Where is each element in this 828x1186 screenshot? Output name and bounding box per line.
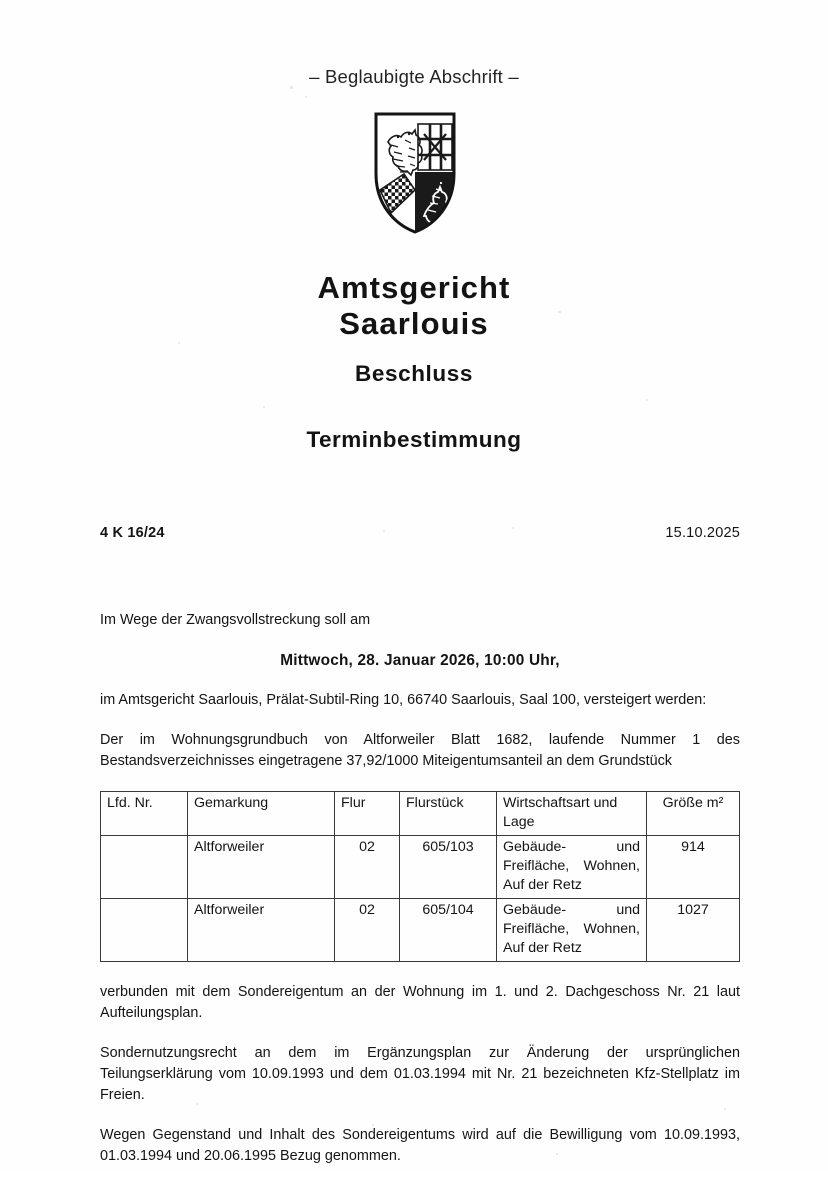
parcels-table bbox=[100, 791, 740, 962]
cell-gemarkung: Altforweiler bbox=[188, 836, 335, 899]
certified-copy-notice: – Beglaubigte Abschrift – bbox=[309, 66, 519, 87]
special-property-paragraph: verbunden mit dem Sondereigentum an der Wohnung im 1. und 2. Dachgeschoss Nr. 21 laut Aufteilungsplan. bbox=[100, 984, 740, 1021]
court-name-line-2: Saarlouis bbox=[339, 306, 489, 341]
table-header-row bbox=[101, 792, 740, 836]
cell-flur: 02 bbox=[335, 836, 400, 899]
court-name-line-1: Amtsgericht bbox=[317, 270, 511, 305]
hearing-datetime: Mittwoch, 28. Januar 2026, 10:00 Uhr, bbox=[280, 652, 560, 669]
reference-row bbox=[100, 525, 740, 541]
document-date: 15.10.2025 bbox=[665, 525, 740, 541]
cell-wirtschaftsart: Gebäude- und Freifläche, Wohnen, Auf der Retz bbox=[497, 899, 647, 962]
header-flurstueck: Flurstück bbox=[400, 792, 497, 836]
cell-groesse: 914 bbox=[647, 836, 740, 899]
header-groesse: Größe m² bbox=[647, 792, 740, 836]
cell-flur: 02 bbox=[335, 899, 400, 962]
case-number: 4 K 16/24 bbox=[100, 525, 165, 541]
document-type-heading: Beschluss bbox=[355, 361, 473, 386]
intro-paragraph: Im Wege der Zwangsvollstreckung soll am bbox=[100, 612, 371, 628]
document-body bbox=[100, 610, 740, 1186]
reference-paragraph: Wegen Gegenstand und Inhalt des Sondereigentums wird auf die Bewilligung vom 10.09.1993, 01.03.1994 und 20.06.1995 Bezug genommen. bbox=[100, 1127, 740, 1164]
table-row bbox=[101, 899, 740, 962]
header-wirtschaftsart: Wirtschaftsart und Lage bbox=[497, 792, 647, 836]
cell-flurstueck: 605/103 bbox=[400, 836, 497, 899]
cell-flurstueck: 605/104 bbox=[400, 899, 497, 962]
scan-speckle bbox=[646, 399, 648, 401]
cell-wirtschaftsart: Gebäude- und Freifläche, Wohnen, Auf der Retz bbox=[497, 836, 647, 899]
cell-groesse: 1027 bbox=[647, 899, 740, 962]
usage-right-paragraph: Sondernutzungsrecht an dem im Ergänzungsplan zur Änderung der ursprünglichen Teilungserklärung vom 10.09.1993 und dem 01.03.1994 mit Nr. 21 bezeichneten Kfz-Stellplatz im Freien. bbox=[100, 1045, 740, 1103]
scan-speckle bbox=[178, 342, 180, 344]
header-lfd-nr: Lfd. Nr. bbox=[101, 792, 188, 836]
cell-lfd-nr bbox=[101, 899, 188, 962]
saarland-coat-of-arms-icon bbox=[374, 112, 456, 234]
cell-lfd-nr bbox=[101, 836, 188, 899]
document-subject-heading: Terminbestimmung bbox=[306, 427, 522, 452]
register-entry-paragraph: Der im Wohnungsgrundbuch von Altforweiler Blatt 1682, laufende Nummer 1 des Bestandsverzeichnisses eingetragene 37,92/1000 Miteigentumsanteil an dem Grundstück bbox=[100, 732, 740, 769]
scan-speckle bbox=[263, 406, 265, 408]
header-flur: Flur bbox=[335, 792, 400, 836]
header-gemarkung: Gemarkung bbox=[188, 792, 335, 836]
scan-speckle bbox=[305, 96, 307, 98]
table-row bbox=[101, 836, 740, 899]
cell-gemarkung: Altforweiler bbox=[188, 899, 335, 962]
venue-paragraph: im Amtsgericht Saarlouis, Prälat-Subtil-Ring 10, 66740 Saarlouis, Saal 100, versteigert werden: bbox=[100, 692, 707, 708]
